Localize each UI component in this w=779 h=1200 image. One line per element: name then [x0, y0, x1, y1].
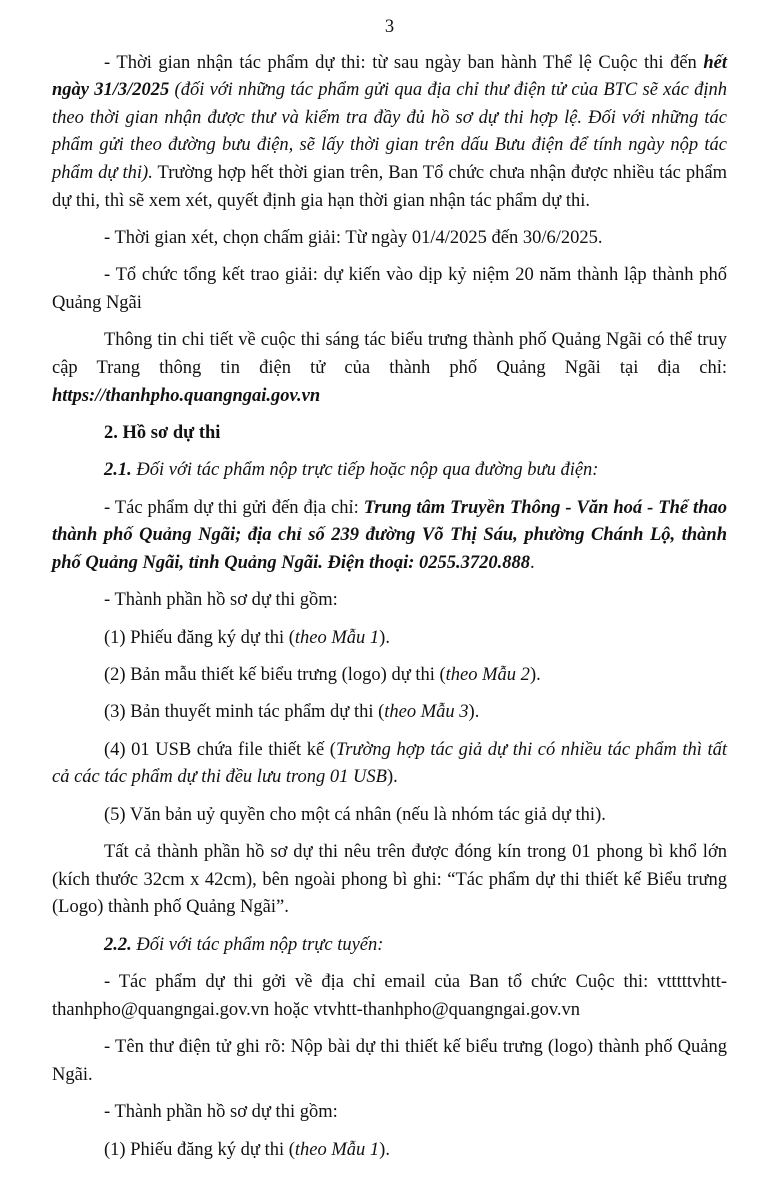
list-item-form-ref: theo Mẫu 1 — [294, 1139, 380, 1160]
list-item-end: ). — [379, 1139, 390, 1160]
paragraph-submission-period — [52, 50, 727, 216]
subsection-heading-direct-submission — [52, 457, 727, 485]
paragraph-mailing-address — [52, 495, 727, 578]
list-item-text: (1) Phiếu đăng ký dự thi ( — [104, 1139, 295, 1160]
list-item-online-registration-form — [52, 1137, 727, 1165]
subsection-heading-online-submission — [52, 932, 727, 960]
paragraph-judging-period: - Thời gian xét, chọn chấm giải: Từ ngày 01/4/2025 đến 30/6/2025. — [104, 227, 603, 248]
list-item-text: (1) Phiếu đăng ký dự thi ( — [104, 627, 295, 648]
list-item-usb — [52, 737, 727, 792]
paragraph-info-website — [52, 327, 727, 410]
list-item-usb-note: Trường hợp tác giả dự thi có nhiều tác phẩm thì tất cả các tác phẩm dự thi đều lưu trong 01 USB — [52, 739, 727, 788]
paragraph-dossier-components: - Thành phần hồ sơ dự thi gồm: — [104, 590, 338, 611]
list-item-text: (4) 01 USB chứa file thiết kế ( — [104, 739, 336, 760]
submission-period-lead: - Thời gian nhận tác phẩm dự thi: từ sau ngày ban hành Thể lệ Cuộc thi đến — [104, 52, 704, 73]
list-item-text: (3) Bản thuyết minh tác phẩm dự thi ( — [104, 702, 385, 723]
paragraph-envelope: Tất cả thành phần hồ sơ dự thi nêu trên được đóng kín trong 01 phong bì khổ lớn (kích thước 32cm x 42cm), bên ngoài phong bì ghi: “Tác phẩm dự thi thiết kế Biểu trưng (Logo) thành phố Quảng Ngãi”. — [52, 842, 727, 918]
list-item-form-ref: theo Mẫu 1 — [294, 627, 380, 648]
list-item-text: (5) Văn bản uỷ quyền cho một cá nhân (nếu là nhóm tác giả dự thi). — [104, 804, 606, 825]
list-item-form-ref: theo Mẫu 3 — [384, 702, 469, 723]
info-website-url: https://thanhpho.quangngai.gov.vn — [52, 385, 321, 406]
list-item-end: ). — [529, 665, 541, 686]
submission-extension-note: Trường hợp hết thời gian trên, Ban Tổ chức chưa nhận được nhiều tác phẩm dự thi, thì sẽ xem xét, quyết định gia hạn thời gian nhận tác phẩm dự thi. — [52, 162, 728, 211]
subsection-number-2-2: 2.2. — [104, 934, 132, 955]
list-item-form-ref: theo Mẫu 2 — [445, 665, 530, 686]
subsection-title-2-2: Đối với tác phẩm nộp trực tuyến: — [131, 934, 384, 955]
list-item-logo-design — [52, 662, 727, 690]
info-website-text: Thông tin chi tiết về cuộc thi sáng tác biểu trưng thành phố Quảng Ngãi có thể truy cập Trang thông tin điện tử của thành phố Quảng Ngãi tại địa chỉ: — [52, 330, 727, 378]
subsection-title-2-1: Đối với tác phẩm nộp trực tiếp hoặc nộp qua đường bưu điện: — [131, 460, 599, 481]
paragraph-online-dossier-components: - Thành phần hồ sơ dự thi gồm: — [104, 1102, 338, 1123]
subsection-number-2-1: 2.1. — [104, 460, 132, 481]
paragraph-email-subject: - Tên thư điện tử ghi rõ: Nộp bài dự thi thiết kế biểu trưng (logo) thành phố Quảng Ngãi. — [52, 1037, 727, 1085]
mailing-address-end: . — [530, 552, 535, 573]
mailing-address: Trung tâm Truyền Thông - Văn hoá - Thể thao thành phố Quảng Ngãi; địa chỉ số 239 đường Võ Thị Sáu, phường Chánh Lộ, thành phố Quảng Ngãi, tỉnh Quảng Ngãi. — [52, 497, 727, 573]
list-item-explanation — [52, 699, 727, 727]
page-number: 3 — [384, 17, 395, 37]
list-item-end: ). — [468, 702, 480, 723]
paragraph-award-ceremony: - Tổ chức tổng kết trao giải: dự kiến vào dịp kỷ niệm 20 năm thành lập thành phố Quảng Ngãi — [52, 265, 727, 313]
list-item-registration-form — [52, 625, 727, 653]
paragraph-email-address: - Tác phẩm dự thi gởi về địa chỉ email của Ban tổ chức Cuộc thi: vtttttvhtt-thanhpho@quangngai.gov.vn hoặc vtvhtt-thanhpho@quangngai.gov.vn — [52, 972, 727, 1020]
section-heading-entry-dossier: 2. Hồ sơ dự thi — [104, 422, 221, 443]
mailing-address-lead: - Tác phẩm dự thi gửi đến địa chỉ: — [104, 497, 364, 518]
list-item-authorization — [52, 802, 727, 830]
list-item-text: (2) Bản mẫu thiết kế biểu trưng (logo) dự thi ( — [104, 665, 446, 686]
submission-deadline: hết ngày 31/3/2025 — [52, 52, 727, 101]
list-item-end: ). — [379, 627, 390, 648]
submission-deadline-note: (đối với những tác phẩm gửi qua địa chỉ thư điện tử của BTC sẽ xác định theo thời gian nhận được thư và kiểm tra đầy đủ hồ sơ dự thi hợp lệ. Đối với những tác phẩm gửi theo đường bưu điện, sẽ lấy thời gian trên dấu Bưu điện để tính ngày nộp tác phẩm dự thi). — [52, 80, 727, 183]
list-item-end: ). — [386, 767, 398, 788]
contact-phone: Điện thoại: 0255.3720.888 — [322, 552, 531, 573]
